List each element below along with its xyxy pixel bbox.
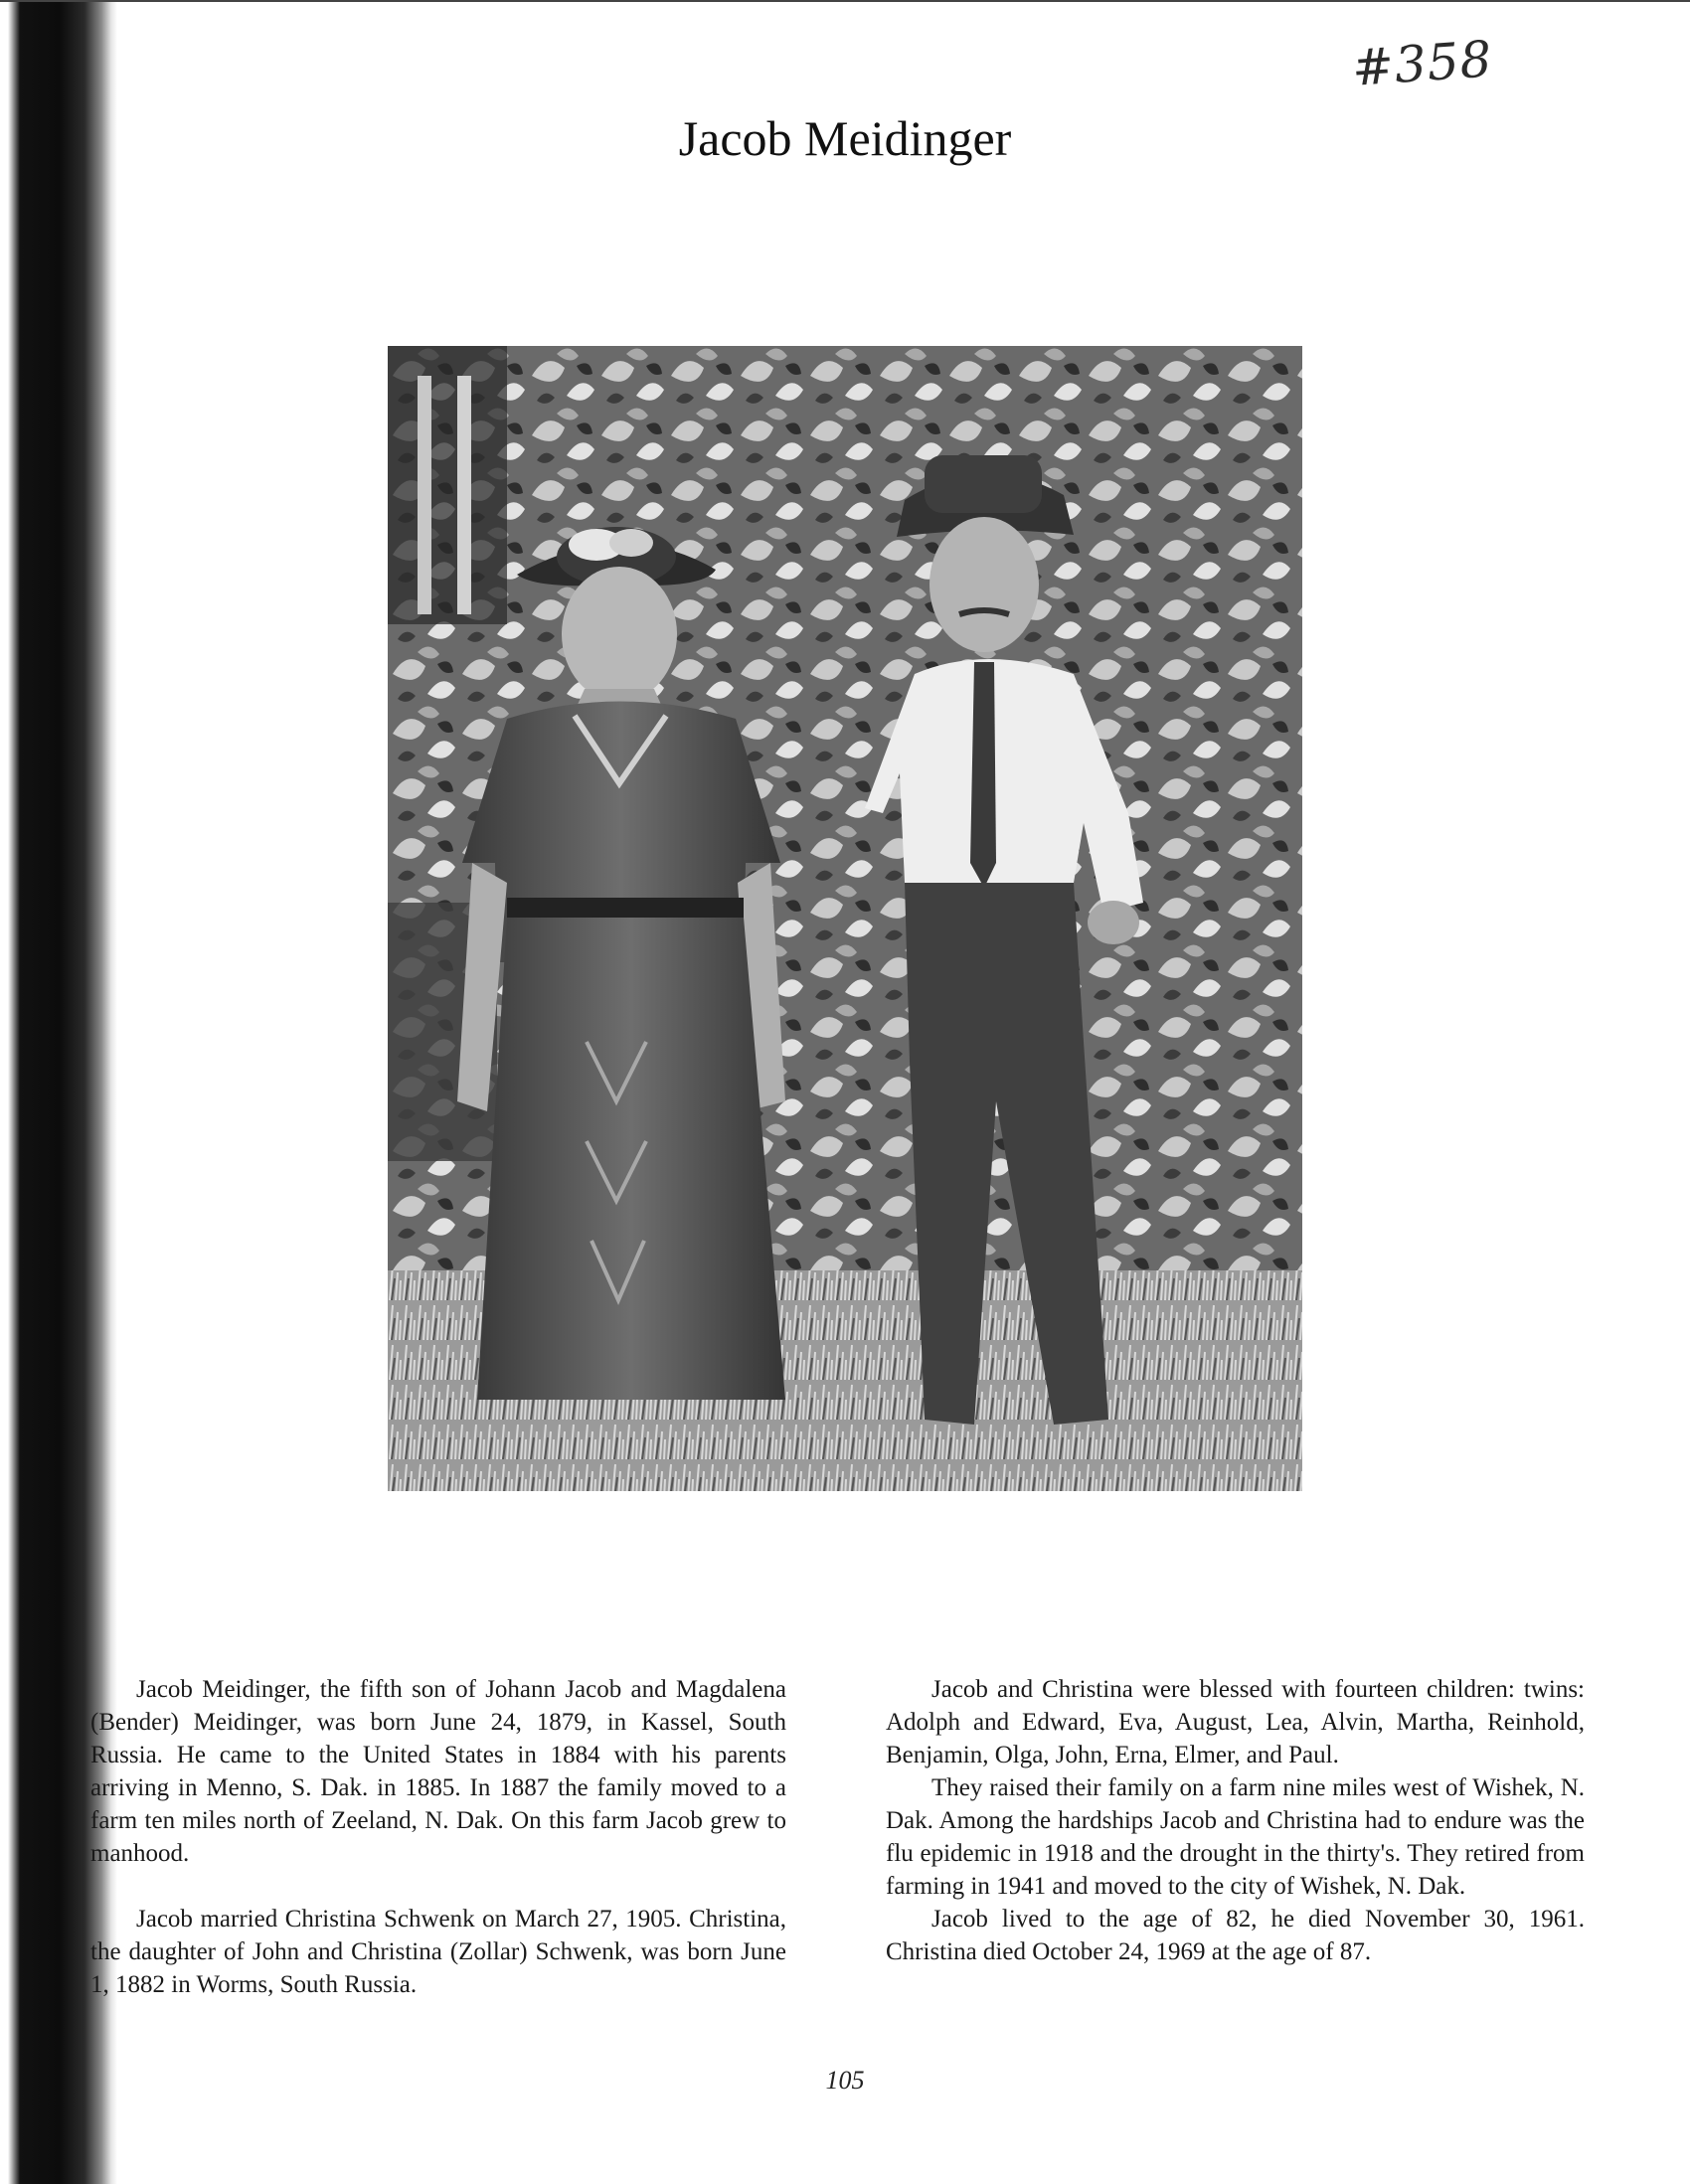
page-title: Jacob Meidinger: [678, 110, 1012, 166]
biography-left-column: [90, 1673, 786, 2001]
biography-right-column: [886, 1673, 1585, 1968]
paragraph-deaths: Jacob lived to the age of 82, he died November 30, 1961. Christina died October 24, 1969 at the age of 87.: [886, 1906, 1585, 1965]
page-number: 105: [825, 2066, 865, 2095]
scan-top-edge: [0, 0, 1690, 2]
paragraph-farm-life: They raised their family on a farm nine miles west of Wishek, N. Dak. Among the hardships Jacob and Christina had to endure was the flu epidemic in 1918 and the drought in the thirty's. They retired from farming in 1941 and moved to the city of Wishek, N. Dak.: [886, 1774, 1585, 1900]
paragraph-children: Jacob and Christina were blessed with fourteen children: twins: Adolph and Edward, Eva, August, Lea, Alvin, Martha, Reinhold, Benjamin, Olga, John, Erna, Elmer, and Paul.: [886, 1676, 1585, 1768]
paragraph-marriage: Jacob married Christina Schwenk on March 27, 1905. Christina, the daughter of John and Christina (Zollar) Schwenk, was born June 1, 1882 in Worms, South Russia.: [90, 1906, 786, 1998]
handwritten-page-annotation: #358: [1350, 30, 1495, 97]
portrait-photo: [388, 346, 1302, 1491]
portrait-photo-couple-icon: [388, 346, 1302, 1491]
paragraph-early-life: Jacob Meidinger, the fifth son of Johann Jacob and Magdalena (Bender) Meidinger, was born June 24, 1879, in Kassel, South Russia. He came to the United States in 1884 with his parents arriving in Menno, S. Dak. in 1885. In 1887 the family moved to a farm ten miles north of Zeeland, N. Dak. On this farm Jacob grew to manhood.: [90, 1676, 786, 1867]
